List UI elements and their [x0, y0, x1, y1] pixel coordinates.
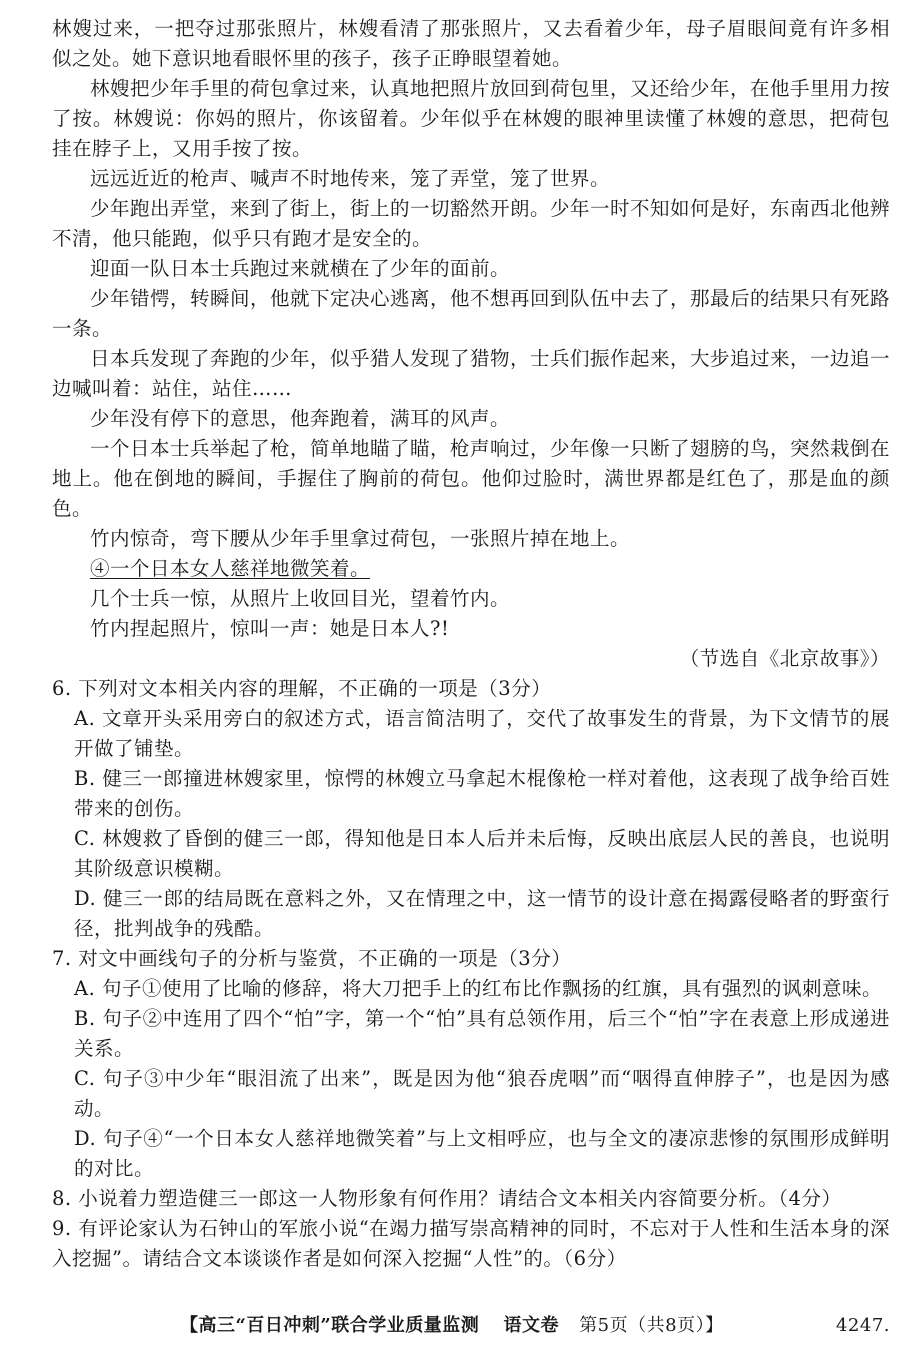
- footer-page-number: 第5页（共8页）】: [579, 1315, 724, 1336]
- question-7-option-a: A. 句子①使用了比喻的修辞，将大刀把手上的红布比作飘扬的红旗，具有强烈的讽刺意味。: [74, 977, 882, 1000]
- question-7-stem: 7. 对文中画线句子的分析与鉴赏，不正确的一项是（3分）: [52, 947, 572, 970]
- question-6-option-c: C. 林嫂救了昏倒的健三一郎，得知他是日本人后并未后悔，反映出底层人民的善良，也说明其阶级意识模糊。: [74, 827, 890, 880]
- underlined-text: ④一个日本女人慈祥地微笑着。: [90, 557, 371, 580]
- footer-code: 4247.: [835, 1315, 890, 1336]
- story-paragraph-3: 远远近近的枪声、喊声不时地传来，笼了弄堂，笼了世界。: [90, 167, 611, 190]
- question-7-option-c: C. 句子③中少年“眼泪流了出来”，既是因为他“狼吞虎咽”而“咽得直伸脖子”，也是因为感动。: [74, 1067, 890, 1120]
- story-paragraph-8: 少年没有停下的意思，他奔跑着，满耳的风声。: [90, 407, 511, 430]
- story-paragraph-7: 日本兵发现了奔跑的少年，似乎猎人发现了猎物，士兵们振作起来，大步追过来，一边追一边喊叫着：站住，站住……: [52, 347, 891, 400]
- question-6-option-a: A. 文章开头采用旁白的叙述方式，语言简洁明了，交代了故事发生的背景，为下文情节的展开做了铺垫。: [74, 707, 890, 760]
- story-paragraph-9: 一个日本士兵举起了枪，简单地瞄了瞄，枪声响过，少年像一只断了翅膀的鸟，突然栽倒在地上。他在倒地的瞬间，手握住了胸前的荷包。他仰过脸时，满世界都是红色了，那是血的颜色。: [52, 437, 891, 520]
- question-9: 9. 有评论家认为石钟山的军旅小说“在竭力描写崇高精神的同时，不忘对于人性和生活本身的深入挖掘”。请结合文本谈谈作者是如何深入挖掘“人性”的。（6分）: [52, 1217, 890, 1270]
- underlined-sentence-4: [52, 554, 890, 584]
- question-7-option-b: B. 句子②中连用了四个“怕”字，第一个“怕”具有总领作用，后三个“怕”字在表意上形成递进关系。: [74, 1007, 890, 1060]
- question-6-stem: 6. 下列对文本相关内容的理解，不正确的一项是（3分）: [52, 677, 552, 700]
- question-7-option-d: D. 句子④“一个日本女人慈祥地微笑着”与上文相呼应，也与全文的凄凉悲惨的氛围形成鲜明的对比。: [74, 1127, 890, 1180]
- story-paragraph-4: 少年跑出弄堂，来到了街上，街上的一切豁然开朗。少年一时不知如何是好，东南西北他辨不清，他只能跑，似乎只有跑才是安全的。: [52, 197, 891, 250]
- question-6-option-d: D. 健三一郎的结局既在意料之外，又在情理之中，这一情节的设计意在揭露侵略者的野蛮行径，批判战争的残酷。: [74, 887, 890, 940]
- story-paragraph-12: 几个士兵一惊，从照片上收回目光，望着竹内。: [90, 587, 511, 610]
- story-paragraph-5: 迎面一队日本士兵跑过来就横在了少年的面前。: [90, 257, 511, 280]
- question-6-option-b: B. 健三一郎撞进林嫂家里，惊愕的林嫂立马拿起木棍像枪一样对着他，这表现了战争给百姓带来的创伤。: [74, 767, 890, 820]
- footer-exam-title: [180, 1312, 724, 1340]
- story-source: （节选自《北京故事》）: [679, 647, 890, 670]
- page-footer: [180, 1312, 890, 1340]
- story-paragraph-2: 林嫂把少年手里的荷包拿过来，认真地把照片放回到荷包里，又还给少年，在他手里用力按了按。林嫂说：你妈的照片，你该留着。少年似乎在林嫂的眼神里读懂了林嫂的意思，把荷包挂在脖子上，又用手按了按。: [52, 77, 891, 160]
- footer-subject: 语文卷: [503, 1315, 559, 1336]
- story-paragraph-6: 少年错愕，转瞬间，他就下定决心逃离，他不想再回到队伍中去了，那最后的结果只有死路一条。: [52, 287, 891, 340]
- footer-exam-name: 【高三“百日冲刺”联合学业质量监测: [180, 1315, 480, 1336]
- question-8: 8. 小说着力塑造健三一郎这一人物形象有何作用？请结合文本相关内容简要分析。（4分）: [52, 1187, 842, 1210]
- story-paragraph-10: 竹内惊奇，弯下腰从少年手里拿过荷包，一张照片掉在地上。: [90, 527, 631, 550]
- story-paragraph-1: 林嫂过来，一把夺过那张照片，林嫂看清了那张照片，又去看着少年，母子眉眼间竟有许多相似之处。她下意识地看眼怀里的孩子，孩子正睁眼望着她。: [52, 17, 890, 70]
- story-paragraph-13: 竹内捏起照片，惊叫一声：她是日本人?!: [90, 617, 450, 640]
